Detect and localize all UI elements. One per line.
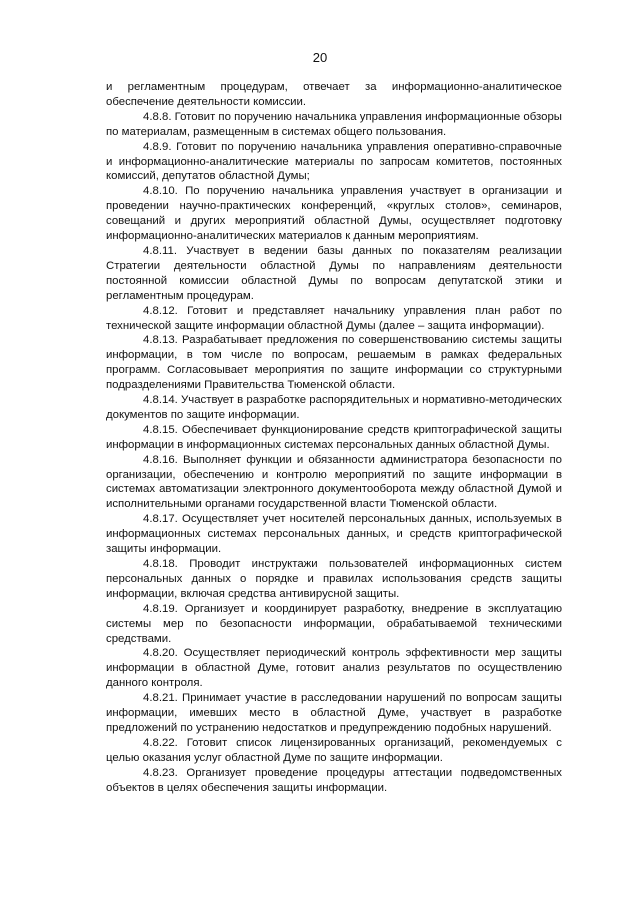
paragraph-4-8-17: 4.8.17. Осуществляет учет носителей персональных данных, используемых в информационных системах персональных данных, и средств криптографической защиты информации.: [106, 513, 562, 556]
paragraph-4-8-12: 4.8.12. Готовит и представляет начальнику управления план работ по технической защите информации областной Думы (далее – защита информации).: [106, 304, 562, 332]
paragraph-continuation: и регламентным процедурам, отвечает за информационно-аналитическое обеспечение деятельности комиссии.: [106, 81, 562, 108]
paragraph-4-8-23: 4.8.23. Организует проведение процедуры аттестации подведомственных объектов в целях обеспечения защиты информации.: [106, 766, 562, 794]
document-body: [106, 80, 562, 796]
paragraph-4-8-9: 4.8.9. Готовит по поручению начальника управления оперативно-справочные и информационно-аналитические материалы по запросам комитетов, постоянных комиссий, депутатов областной Думы;: [106, 140, 562, 183]
paragraph-4-8-13: 4.8.13. Разрабатывает предложения по совершенствованию системы защиты информации, в том числе по вопросам, решаемым в рамках федеральных программ. Согласовывает мероприятия по защите информации со структурными подразделениями Правительства Тюменской области.: [106, 334, 562, 392]
paragraph-4-8-21: 4.8.21. Принимает участие в расследовании нарушений по вопросам защиты информации, имевших место в областной Думе, участвует в разработке предложений по устранению недостатков и предупреждению подобных нарушений.: [106, 692, 562, 734]
paragraph-4-8-20: 4.8.20. Осуществляет периодический контроль эффективности мер защиты информации в областной Думе, готовит анализ результатов по осуществлению данного контроля.: [106, 647, 562, 690]
paragraph-4-8-15: 4.8.15. Обеспечивает функционирование средств криптографической защиты информации в информационных системах персональных данных областной Думы.: [106, 423, 562, 451]
paragraph-4-8-14: 4.8.14. Участвует в разработке распорядительных и нормативно-методических документов по защите информации.: [106, 394, 562, 421]
paragraph-4-8-18: 4.8.18. Проводит инструктажи пользователей информационных систем персональных данных о порядке и правилах использования средств защиты информации, включая средства антивирусной защиты.: [106, 558, 562, 600]
paragraph-4-8-22: 4.8.22. Готовит список лицензированных организаций, рекомендуемых с целью оказания услуг областной Думе по защите информации.: [106, 736, 562, 764]
page-number: 20: [312, 50, 328, 65]
paragraph-4-8-19: 4.8.19. Организует и координирует разработку, внедрение в эксплуатацию системы мер по безопасности информации, обрабатываемой техническими средствами.: [106, 602, 562, 645]
paragraph-4-8-11: 4.8.11. Участвует в ведении базы данных по показателям реализации Стратегии деятельности областной Думы по направлениям деятельности постоянной комиссии областной Думы по вопросам депутатской этики и регламентным процедурам.: [106, 244, 562, 302]
paragraph-4-8-16: 4.8.16. Выполняет функции и обязанности администратора безопасности по организации, обеспечению и контролю мероприятий по защите информации в системах автоматизации электронного документооборота между областной Думой и исполнительными органами государственной власти Тюменской области.: [106, 453, 562, 511]
paragraph-4-8-10: 4.8.10. По поручению начальника управления участвует в организации и проведении научно-практических конференций, «круглых столов», семинаров, совещаний и других мероприятий областной Думы, осуществляет подготовку информационно-аналитических материалов к данным мероприятиям.: [106, 185, 562, 243]
paragraph-4-8-8: 4.8.8. Готовит по поручению начальника управления информационные обзоры по материалам, размещенным в системах общего пользования.: [106, 110, 562, 138]
